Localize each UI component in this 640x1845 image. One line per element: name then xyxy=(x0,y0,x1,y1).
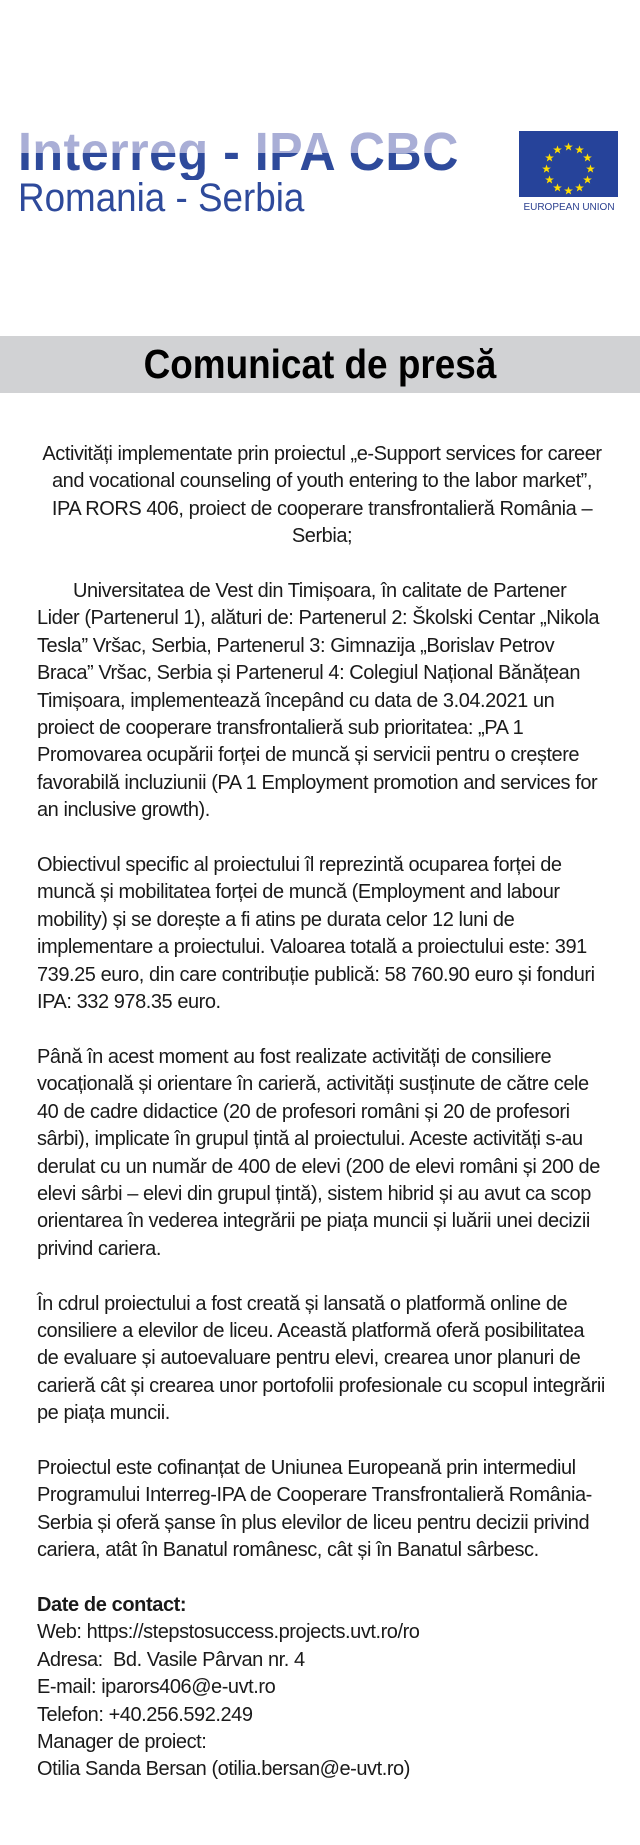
address-value: Bd. Vasile Pârvan nr. 4 xyxy=(113,1648,305,1671)
activities-paragraph: Până în acest moment au fost realizate activități de consiliere vocațională și orientare în carieră, activități susținute de către cele 40 de cadre didactice (20 de profesori români și 20 de profesori sârbi), implicate în grupul țintă al proiectului. Aceste activități s-au derulat cu un număr de 400 de elevi (200 de elevi români și 200 de elevi sârbi – elevi din grupul țintă), sistem hibrid și au avut ca scop orientarea în vederea integrării pe piața muncii și luării unei decizii privind cariera. xyxy=(37,1045,600,1260)
web-label: Web: xyxy=(37,1621,87,1644)
eu-logo xyxy=(519,131,619,217)
phone-value: +40.256.592.249 xyxy=(108,1703,253,1726)
interreg-logo-subtitle: Romania - Serbia xyxy=(18,176,305,220)
interreg-logo xyxy=(18,124,508,224)
interreg-logo-title: Interreg - IPA CBC xyxy=(18,122,459,182)
contact-manager-label: Manager de proiect: xyxy=(37,1731,207,1753)
email-label: E-mail: xyxy=(37,1676,102,1699)
press-release-body xyxy=(37,441,607,1784)
manager-close: ) xyxy=(403,1758,410,1781)
funding-paragraph: Proiectul este cofinanțat de Uniunea Europeană prin intermediul Programului Interreg-IPA de Cooperare Transfrontalieră România-Serbia și oferă șanse în plus elevilor de liceu pentru decizii privind cariera, atât în Banatul românesc, cât și în Banatul sârbesc. xyxy=(37,1456,592,1562)
page-title: Comunicat de presă xyxy=(143,341,497,387)
header-logos xyxy=(0,0,640,336)
contact-web xyxy=(37,1619,607,1646)
title-banner xyxy=(0,336,640,393)
eu-logo-label: EUROPEAN UNION xyxy=(523,202,615,213)
contact-manager xyxy=(37,1756,607,1783)
web-link[interactable]: https://stepstosuccess.projects.uvt.ro/ro xyxy=(86,1621,420,1644)
address-label: Adresa: xyxy=(37,1648,113,1671)
eu-flag-icon xyxy=(519,131,618,197)
intro-paragraph: Activități implementate prin proiectul „e-Support services for career and vocational counseling of youth entering to the labor market”, IPA RORS 406, proiect de cooperare transfrontalieră România – Serbia; xyxy=(42,443,602,548)
platform-paragraph: În cdrul proiectului a fost creată și lansată o platformă online de consiliere a elevilor de liceu. Această platformă oferă posibilitatea de evaluare și autoevaluare pentru elevi, crearea unor planuri de carieră cât și crearea unor portofolii profesionale cu scopul integrării pe piața muncii. xyxy=(37,1292,605,1425)
manager-name: Otilia Sanda Bersan ( xyxy=(37,1758,218,1781)
contact-heading: Date de contact: xyxy=(37,1593,187,1616)
manager-email-link[interactable]: otilia.bersan@e-uvt.ro xyxy=(217,1758,404,1781)
contact-phone xyxy=(37,1702,607,1729)
partners-paragraph: Universitatea de Vest din Timișoara, în calitate de Partener Lider (Partenerul 1), alături de: Partenerul 2: Školski Centar „Nikola Tesla” Vršac, Serbia, Partenerul 3: Gimnazija „Borislav Petrov Braca” Vršac, Serbia și Partenerul 4: Colegiul Național Bănățean Timișoara, implementează începând cu data de 3.04.2021 un proiect de cooperare transfrontalieră sub prioritatea: „PA 1 Promovarea ocupării forței de muncă și servicii pentru o creștere favorabilă incluziunii (PA 1 Employment promotion and services for an inclusive growth). xyxy=(37,580,600,822)
objective-paragraph: Obiectivul specific al proiectului îl reprezintă ocuparea forței de muncă și mobilitatea forței de muncă (Employment and labour mobility) și se dorește a fi atins pe durata celor 12 luni de implementare a proiectului. Valoarea totală a proiectului este: 391 739.25 euro, din care contribuție publică: 58 760.90 euro și fonduri IPA: 332 978.35 euro. xyxy=(37,854,595,1014)
phone-label: Telefon: xyxy=(37,1703,109,1726)
contact-email xyxy=(37,1674,607,1701)
email-link[interactable]: iparors406@e-uvt.ro xyxy=(101,1676,276,1699)
contact-section xyxy=(37,1592,607,1784)
contact-address xyxy=(37,1647,607,1674)
